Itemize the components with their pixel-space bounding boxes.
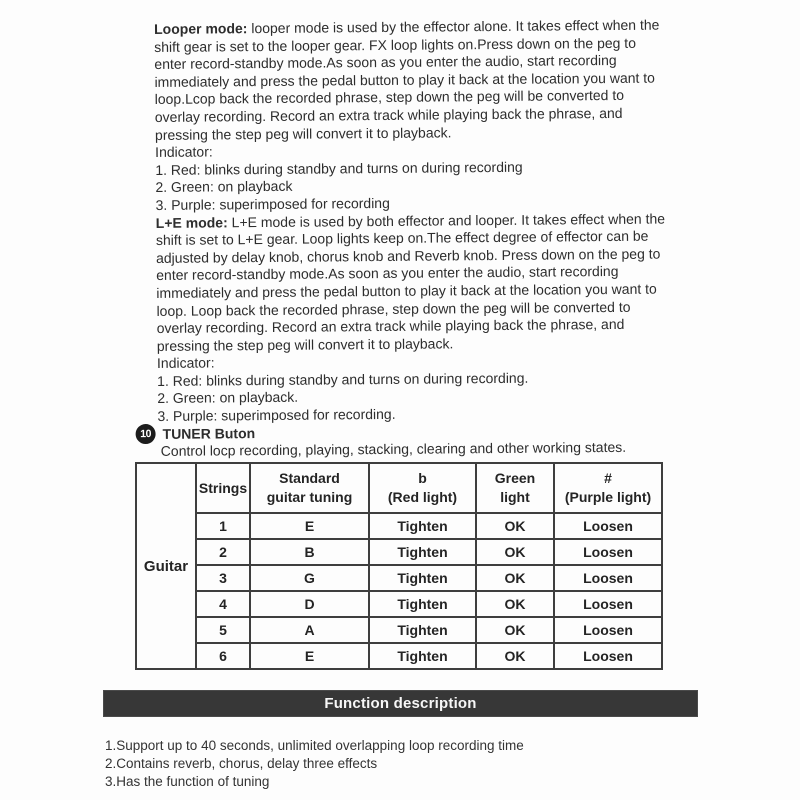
le-indicator-item: 1. Red: blinks during standby and turns on during recording. [157, 369, 529, 389]
feature-item: 2.Contains reverb, chorus, delay three effects [105, 755, 378, 771]
column-header-line: Green [494, 470, 536, 486]
table-row [136, 565, 662, 591]
table-cell: Loosen [554, 591, 662, 617]
table-row [136, 591, 662, 617]
function-description-title: Function description [324, 695, 477, 712]
looper-mode-text: looper mode is used by the effector alone. It takes effect when the [251, 16, 660, 37]
table-cell: A [250, 617, 369, 643]
le-indicator-item: 3. Purple: superimposed for recording. [157, 405, 396, 425]
tuner-button-description: Control locp recording, playing, stacking, clearing and other working states. [160, 439, 627, 460]
le-mode-paragraph-line: immediately and press the pedal button to play it back at the location you want to [156, 280, 657, 301]
feature-list [105, 737, 524, 790]
column-header-green-light [476, 463, 554, 513]
table-cell: OK [476, 617, 554, 643]
table-row [136, 617, 662, 643]
table-cell: 6 [196, 643, 250, 669]
table-cell: 5 [196, 617, 250, 643]
table-cell: Tighten [369, 513, 476, 539]
table-cell: B [250, 539, 369, 565]
column-header-line: # [604, 470, 612, 486]
table-cell: E [250, 643, 369, 669]
table-cell: Tighten [369, 591, 476, 617]
table-row [136, 643, 662, 669]
table-cell: G [250, 565, 369, 591]
le-mode-text: L+E mode is used by both effector and looper. It takes effect when the [231, 210, 666, 230]
table-cell: Loosen [554, 617, 662, 643]
table-cell: Tighten [369, 539, 476, 565]
looper-mode-paragraph-line: immediately and press the pedal button to play it back at the location you want to [154, 69, 656, 90]
row-group-label-guitar: Guitar [136, 463, 196, 669]
table-cell: Loosen [554, 643, 662, 669]
looper-mode-paragraph-line: enter record-standby mode.As soon as you enter the audio, start recording [154, 52, 617, 73]
table-cell: Tighten [369, 643, 476, 669]
looper-mode-heading: Looper mode: [153, 20, 248, 37]
column-header-line: b [418, 470, 427, 486]
table-cell: 4 [196, 591, 250, 617]
le-mode-paragraph-line: pressing the step peg will convert it to playback. [156, 335, 454, 354]
looper-mode-paragraph-line: shift gear is set to the looper gear. FX loop lights on.Press down on the peg to [154, 34, 637, 55]
circled-number-10-icon: 10 [136, 424, 156, 444]
le-mode-paragraph-line: adjusted by delay knob, chorus knob and Reverb knob. Press down on the peg to [155, 245, 661, 266]
instructions-text-block [140, 16, 739, 461]
column-header-line: (Red light) [387, 489, 458, 505]
column-header-sharp-purple-light [554, 463, 662, 513]
table-cell: Loosen [554, 539, 662, 565]
table-cell: 3 [196, 565, 250, 591]
le-mode-paragraph-line: loop. Loop back the recorded phrase, step down the peg will be converted to [156, 298, 631, 319]
table-cell: D [250, 591, 369, 617]
looper-mode-paragraph-line: overlay recording. Record an extra track while playing back the phrase, and [154, 104, 623, 125]
looper-indicator-item: 1. Red: blinks during standby and turns on during recording [155, 158, 523, 178]
looper-indicator-item: 3. Purple: superimposed for recording [155, 194, 390, 213]
column-header-line: guitar tuning [266, 489, 353, 505]
table-cell: OK [476, 513, 554, 539]
le-mode-heading: L+E mode: [155, 213, 228, 231]
looper-mode-paragraph-line: loop.Lcop back the recorded phrase, step down the peg will be converted to [154, 87, 625, 108]
table-cell: Loosen [554, 513, 662, 539]
column-header-strings: Strings [196, 463, 250, 513]
table-cell: 2 [196, 539, 250, 565]
table-cell: E [250, 513, 369, 539]
table-cell: OK [476, 643, 554, 669]
feature-item: 1.Support up to 40 seconds, unlimited overlapping loop recording time [105, 738, 524, 753]
guitar-tuning-table [135, 462, 663, 670]
column-header-flat-red-light [369, 463, 476, 513]
function-description-banner [103, 690, 698, 717]
table-cell: OK [476, 591, 554, 617]
column-header-line: light [500, 489, 530, 505]
table-cell: OK [476, 565, 554, 591]
le-mode-paragraph-line: shift is set to L+E gear. Loop lights keep on.The effect degree of effector can be [155, 227, 649, 249]
column-header-line: Standard [279, 470, 340, 486]
looper-mode-paragraph-line: pressing the step peg will convert it to playback. [154, 123, 452, 143]
table-header-row [136, 463, 662, 513]
table-cell: Tighten [369, 617, 476, 643]
column-header-standard-tuning [250, 463, 369, 513]
table-cell: Loosen [554, 565, 662, 591]
le-mode-paragraph-line: overlay recording. Record an extra track while playing back the phrase, and [156, 315, 625, 337]
table-cell: 1 [196, 513, 250, 539]
table-row [136, 539, 662, 565]
column-header-line: (Purple light) [564, 489, 652, 505]
le-indicator-item: 2. Green: on playback. [157, 389, 299, 407]
table-cell: Tighten [369, 565, 476, 591]
le-indicator-label: Indicator: [156, 354, 215, 372]
table-cell: OK [476, 539, 554, 565]
looper-indicator-item: 2. Green: on playback [155, 178, 293, 196]
looper-indicator-label: Indicator: [155, 143, 213, 161]
tuner-button-title: TUNER Buton [162, 424, 256, 442]
table-row [136, 513, 662, 539]
feature-item: 3.Has the function of tuning [105, 773, 270, 789]
le-mode-paragraph-line: enter record-standby mode.As soon as you enter the audio, start recording [156, 263, 619, 284]
